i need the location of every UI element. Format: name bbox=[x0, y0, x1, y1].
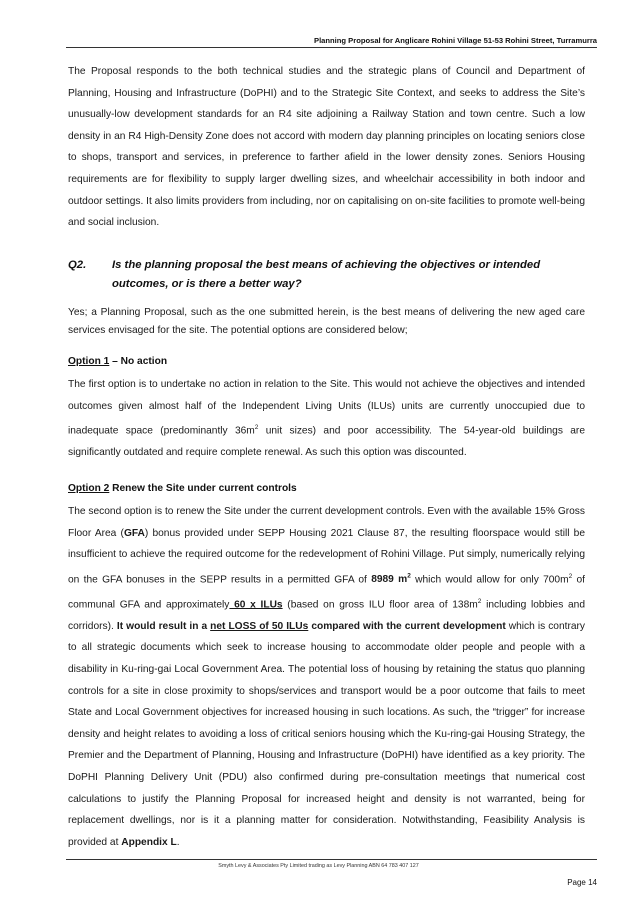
result-tail: compared with the current development bbox=[308, 620, 506, 632]
running-header: Planning Proposal for Anglicare Rohini Village 51-53 Rohini Street, Turramurra bbox=[314, 36, 597, 45]
gfa-term: GFA bbox=[123, 527, 145, 539]
question-number: Q2. bbox=[68, 259, 87, 271]
option2-text-15: . bbox=[176, 836, 180, 848]
option1-paragraph bbox=[68, 374, 585, 464]
option2-title: Renew the Site under current controls bbox=[109, 483, 297, 494]
answer-paragraph: Yes; a Planning Proposal, such as the one submitted herein, is the best means of delivering the new aged care services envisaged for the site. The potential options are considered below; bbox=[68, 307, 585, 336]
option2-text-6: of communal GFA and approximately bbox=[68, 574, 585, 611]
intro-paragraph: The Proposal responds to the both technical studies and the strategic plans of Council and Department of Planning, Housing and Infrastructure (DoPHI) and to the Strategic Site Context, and seeks to address the Site’s unusually-low development standards for an R4 site adjoining a Railway Station and town centre. Such a low density in an R4 High-Density Zone does not accord with modern day planning principles on locating seniors close to shops, transport and services, in preference to farther afield in the lower density zones. Seniors Housing requirements are for flexibility to supply larger dwelling sizes, and wheelchair accessibility in both indoor and outdoor settings. It also limits providers from including, nor on capitalising on on-site facilities to promote well-being and social inclusion. bbox=[68, 66, 585, 229]
option2-text-3: ) bonus provided under SEPP Housing 2021 Clause 87, the resulting floorspace would still be insufficient to achieve the required outcome for the redevelopment of Rohini Village. Put simply, numerically relying on the GFA bonuses in the SEPP results in a permitted GFA of bbox=[68, 527, 585, 586]
option2-heading bbox=[68, 482, 297, 496]
option2-text-13: which is contrary to all strategic documents which seek to increase housing to accommodate older people and people with a disability in Ku-ring-gai Local Government Area. The potential loss of housing by retaining the status quo planning controls for a site in close proximity to shops/services and transport would be a poor outcome that fails to meet State and Local Government objectives for increased housing in such locations. As such, the “trigger” for increase density and height relates to avoiding a loss of critical seniors housing which the Ku-ring-gai Housing Strategy, the Premier and the Department of Planning, Housing and Infrastructure (DoPHI) have identified as a key priority. The DoPHI Planning Delivery Unit (PDU) also confirmed during pre-consultation meetings that numerical cost calculations to justify the Planning Proposal for increased height and density is not warranted, being for replacement dwellings, nor is it a planning matter for consideration. Notwithstanding, Feasibility Analysis is provided at bbox=[68, 620, 586, 848]
option2-paragraph bbox=[68, 501, 585, 853]
result-lead: It would result in a bbox=[116, 620, 211, 632]
option2-text-1: The second option is to renew the Site under the current development controls. Even with the available 15% Gross Floor Area ( bbox=[68, 506, 585, 539]
option1-text-a: The first option is to undertake no action in relation to the Site. This would not achieve the objectives and intended outcomes given almost half of the Independent Living Units (ILUs) units are currently unoccupied due to inadequate space (predominantly 36m bbox=[68, 379, 585, 437]
option2-text-9: including lobbies and corridors). bbox=[68, 599, 585, 632]
option2-text-8: (based on gross ILU floor area of 138m bbox=[282, 599, 478, 611]
permitted-gfa bbox=[371, 574, 411, 585]
footer-rule bbox=[66, 859, 597, 860]
ilu-loss: net LOSS of 50 ILUs bbox=[210, 620, 309, 632]
header-rule bbox=[66, 47, 597, 48]
question-text: Is the planning proposal the best means of achieving the objectives or intended outcomes, or is there a better way? bbox=[112, 259, 541, 290]
option2-text-5: which would allow for only 700m bbox=[410, 574, 569, 586]
communal-gfa-sup: 2 bbox=[568, 572, 573, 580]
option1-label: Option 1 bbox=[68, 356, 110, 367]
option1-title: – No action bbox=[109, 356, 168, 367]
option2-label: Option 2 bbox=[68, 483, 110, 494]
permitted-gfa-sup: 2 bbox=[407, 572, 411, 580]
footer-company: Smyth Levy & Associates Pty Limited trading as Levy Planning ABN 64 783 407 127 bbox=[218, 863, 419, 869]
ilu-count: 60 x ILUs bbox=[229, 599, 283, 611]
appendix-reference: Appendix L bbox=[121, 836, 177, 848]
ilu-area-sup: 2 bbox=[477, 597, 482, 605]
option1-text-b: unit sizes) and poor accessibility. The 54-year-old buildings are significantly outdated and require complete renewal. As such this option was discounted. bbox=[68, 425, 585, 459]
option1-heading bbox=[68, 355, 167, 369]
permitted-gfa-value: 8989 m bbox=[371, 574, 408, 586]
option1-sup: 2 bbox=[254, 424, 259, 432]
page-number: Page 14 bbox=[567, 878, 597, 887]
